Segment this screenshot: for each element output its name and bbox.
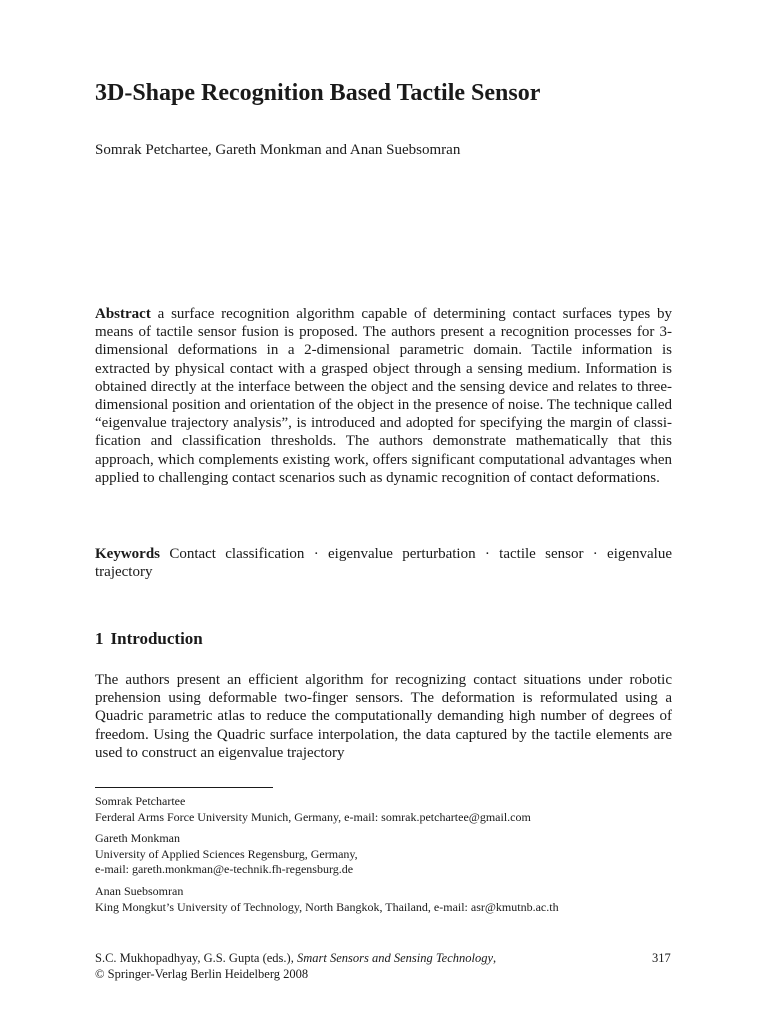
- footnote-affiliation-line: e-mail: gareth.monkman@e-technik.fh-regensburg.de: [95, 862, 354, 876]
- footer-citation: [95, 950, 496, 966]
- footnote-divider: [95, 787, 273, 788]
- author-list: Somrak Petchartee, Gareth Monkman and Anan Suebsomran: [95, 142, 461, 158]
- footer-book-title: Smart Sensors and Sensing Technology: [296, 951, 494, 965]
- page-footer: [95, 950, 496, 982]
- keywords-label: Keywords: [95, 546, 160, 562]
- footer-copyright: © Springer-Verlag Berlin Heidelberg 2008: [95, 967, 309, 981]
- footnote-affiliation: [95, 831, 685, 878]
- footnote-author-name: Gareth Monkman: [95, 831, 180, 845]
- footnote-affiliation-line: University of Applied Sciences Regensburg, Germany,: [95, 846, 358, 861]
- footer-editors: S.C. Mukhopadhyay, G.S. Gupta (eds.),: [95, 951, 294, 965]
- footnote-affiliation-line: Ferderal Arms Force University Munich, Germany, e-mail: somrak.petchartee@gmail.com: [95, 809, 531, 824]
- paper-title: 3D-Shape Recognition Based Tactile Sensor: [95, 80, 541, 106]
- footnote-author-name: Somrak Petchartee: [95, 794, 186, 808]
- footnote-author-name: Anan Suebsomran: [95, 884, 184, 898]
- abstract: [95, 305, 672, 487]
- footnote-affiliation: [95, 884, 685, 915]
- footer-punctuation: ,: [493, 951, 497, 965]
- keywords: [95, 545, 672, 581]
- section-heading: [95, 629, 203, 649]
- page-number: 317: [652, 951, 671, 965]
- abstract-text: a surface recognition algorithm capable of determining contact surfaces types by means of tactile sensor fusion is proposed. The authors present a recognition processes for 3-dimensional deformations in a 2-dimensional parametric domain. Tactile information is extracted by physical contact with a grasped object through a sensing medium. Information is obtained directly at the interface between the object and the sensing device and relates to three-dimensional position and orientation of the object in the presence of noise. The technique called “eigenvalue trajectory analysis”, is introduced and adopted for specifying the margin of classification and classification thresholds. The authors demonstrate mathematically that this approach, which complements existing work, offers significant computational advantages when applied to challenging contact scenarios such as dynamic recognition of contact deformations.: [95, 306, 672, 486]
- footnote-affiliation: [95, 794, 685, 825]
- keywords-text: Contact classification · eigenvalue perturbation · tactile sensor · eigenvalue trajectory: [95, 546, 673, 581]
- footnote-affiliation-line: King Mongkut’s University of Technology, North Bangkok, Thailand, e-mail: asr@kmutnb.ac.th: [95, 899, 559, 914]
- introduction-body: The authors present an efficient algorithm for recognizing contact situations under robotic prehension using deformable two-finger sensors. The deformation is reformulated using a Quadric parametric atlas to reduce the computationally demanding high number of degrees of freedom. Using the Quadric surface interpolation, the data captured by the tactile elements are used to construct an eigenvalue trajectory: [95, 672, 672, 761]
- section-number: 1: [95, 629, 104, 648]
- section-title: Introduction: [110, 629, 203, 648]
- abstract-label: Abstract: [95, 306, 151, 322]
